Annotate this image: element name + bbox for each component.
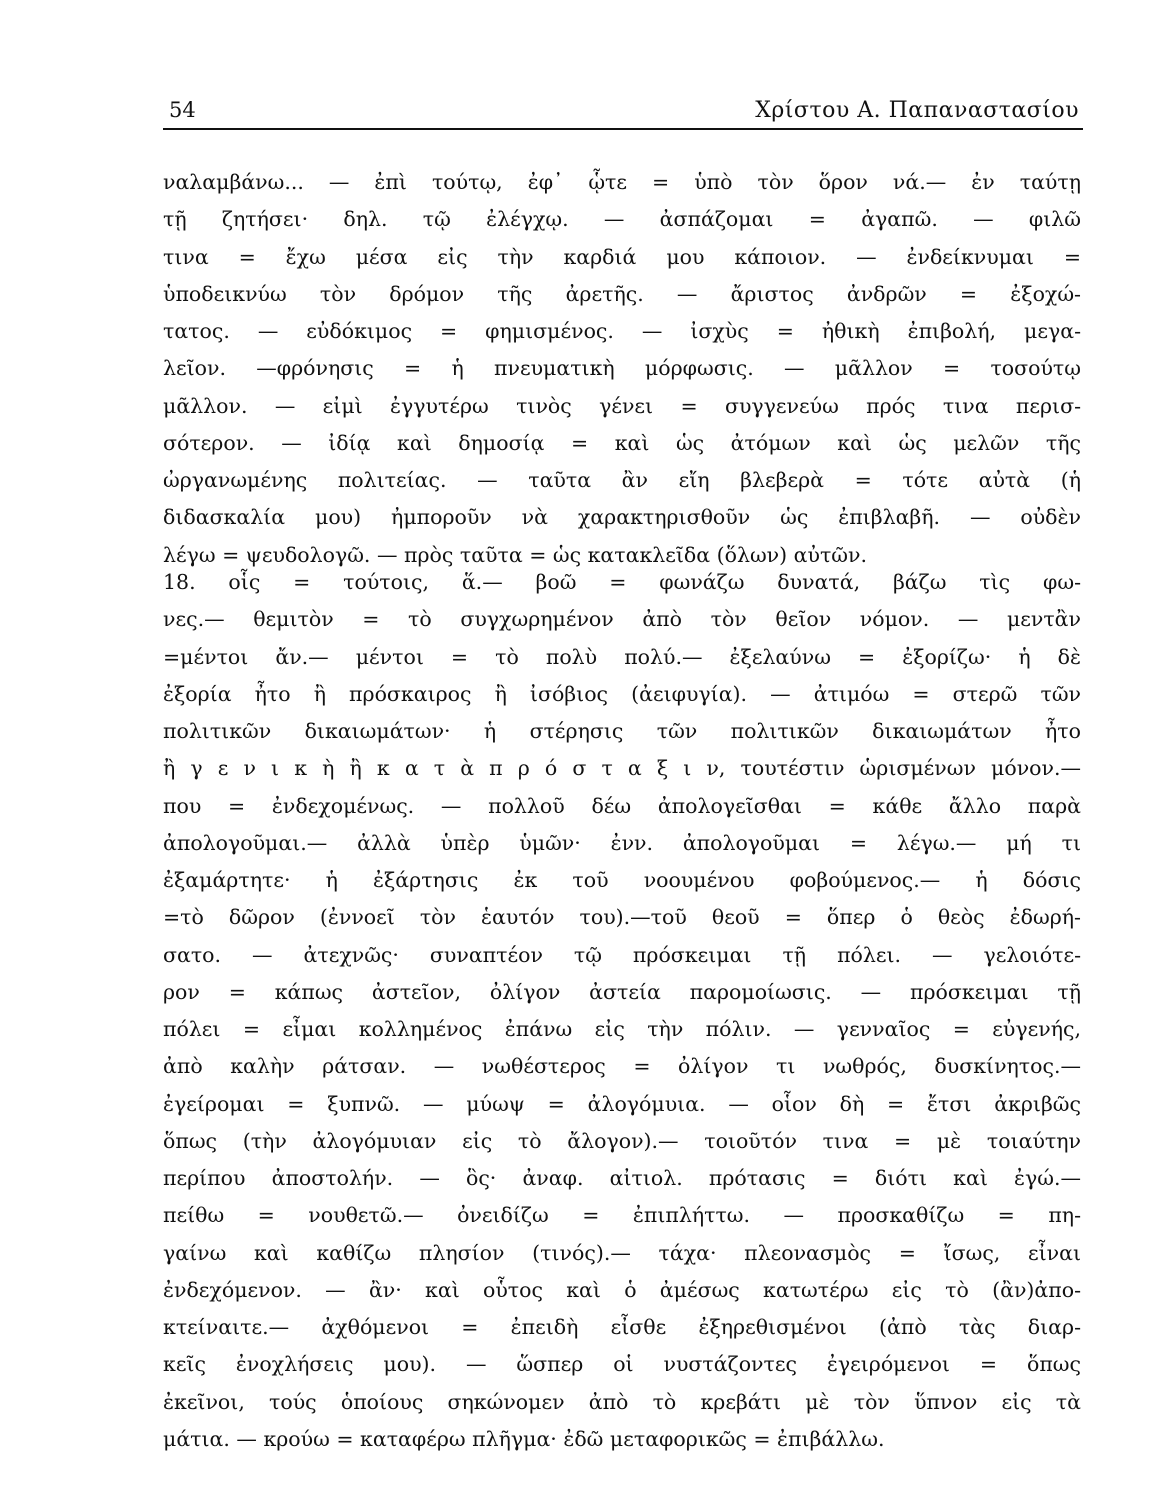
text-line: σατο. — ἀτεχνῶς· συναπτέον τῷ πρόσκειμαι τῇ πόλει. — γελοιότε- [163,942,1081,967]
text-line: τινα = ἔχω μέσα εἰς τὴν καρδιά μου κάποιον. — ἐνδείκνυμαι = [163,244,1081,269]
page-header [163,98,1081,132]
text-line: ἀπὸ καλὴν ράτσαν. — νωθέστερος = ὀλίγον τι νωθρός, δυσκίνητος.— [163,1054,1081,1079]
text-line: κεῖς ἐνοχλήσεις μου). — ὥσπερ οἱ νυστάζοντες ἐγειρόμενοι = ὅπως [163,1352,1081,1377]
text-line: πολιτικῶν δικαιωμάτων· ἡ στέρησις τῶν πολιτικῶν δικαιωμάτων ἦτο [163,719,1081,743]
text-line: ἐγείρομαι = ξυπνῶ. — μύωψ = ἀλογόμυια. — οἷον δὴ = ἔτσι ἀκριβῶς [163,1091,1081,1116]
text-line: περίπου ἀποστολήν. — ὃς· ἀναφ. αἰτιολ. πρότασις = διότι καὶ ἐγώ.— [163,1166,1081,1190]
page-number: 54 [169,98,196,122]
text-line: ἢ γ ε ν ι κ ὴ ἢ κ α τ ὰ π ρ ό σ τ α ξ ι ν, τουτέστιν ὡρισμένων μόνον.— [163,756,1081,781]
text-line: =μέντοι ἄν.— μέντοι = τὸ πολὺ πολύ.— ἐξελαύνω = ἐξορίζω· ἡ δὲ [163,644,1081,669]
text-line: μάτια. — κρούω = καταφέρω πλῆγμα· ἐδῶ μεταφορικῶς = ἐπιβάλλω. [163,1426,885,1451]
text-line: ἀπολογοῦμαι.— ἀλλὰ ὑπὲρ ὑμῶν· ἐνν. ἀπολογοῦμαι = λέγω.— μή τι [163,830,1081,855]
text-line: =τὸ δῶρον (ἐννοεῖ τὸν ἑαυτόν του).—τοῦ θεοῦ = ὅπερ ὁ θεὸς ἐδωρή- [163,905,1081,930]
text-line: κτείναιτε.— ἀχθόμενοι = ἐπειδὴ εἶσθε ἐξηρεθισμένοι (ἀπὸ τὰς διαρ- [163,1315,1081,1339]
text-line: τῇ ζητήσει· δηλ. τῷ ἐλέγχῳ. — ἀσπάζομαι = ἀγαπῶ. — φιλῶ [163,207,1081,232]
text-line: τατος. — εὐδόκιμος = φημισμένος. — ἰσχὺς = ἠθικὴ ἐπιβολή, μεγα- [163,319,1081,343]
text-line: 18. οἷς = τούτοις, ἅ.— βοῶ = φωνάζω δυνατά, βάζω τὶς φω- [163,570,1081,594]
text-line: σότερον. — ἰδίᾳ καὶ δημοσίᾳ = καὶ ὡς ἀτόμων καὶ ὡς μελῶν τῆς [163,430,1081,455]
text-line: πείθω = νουθετῶ.— ὀνειδίζω = ἐπιπλήττω. — προσκαθίζω = πη- [163,1203,1081,1228]
text-line: ναλαμβάνω... — ἐπὶ τούτῳ, ἐφ᾿ ᾧτε = ὑπὸ τὸν ὅρον νά.— ἐν ταύτῃ [163,170,1081,194]
running-head: Χρίστου Α. Παπαναστασίου [755,98,1079,123]
header-rule [163,128,1083,130]
text-line: ὅπως (τὴν ἀλογόμυιαν εἰς τὸ ἄλογον).— τοιοῦτόν τινα = μὲ τοιαύτην [163,1128,1081,1153]
text-line: που = ἐνδεχομένως. — πολλοῦ δέω ἀπολογεῖσθαι = κάθε ἄλλο παρὰ [163,793,1081,818]
text-line: ὠργανωμένης πολιτείας. — ταῦτα ἂν εἴη βλεβερὰ = τότε αὐτὰ (ἡ [163,468,1081,492]
text-line: ρον = κάπως ἀστεῖον, ὀλίγον ἀστεία παρομοίωσις. — πρόσκειμαι τῇ [163,979,1081,1004]
text-line: διδασκαλία μου) ἠμποροῦν νὰ χαρακτηρισθοῦν ὡς ἐπιβλαβῆ. — οὐδὲν [163,505,1081,530]
text-line: ἐξαμάρτητε· ἡ ἐξάρτησις ἐκ τοῦ νοουμένου φοβούμενος.— ἡ δόσις [163,868,1081,892]
paragraph-glossary-2 [163,564,1081,1458]
text-line: λέγω = ψευδολογῶ. — πρὸς ταῦτα = ὡς κατακλεῖδα (ὅλων) αὐτῶν. [163,542,867,567]
text-line: ὑποδεικνύω τὸν δρόμον τῆς ἀρετῆς. — ἄριστος ἀνδρῶν = ἐξοχώ- [163,281,1081,306]
text-line: λεῖον. —φρόνησις = ἡ πνευματικὴ μόρφωσις. — μᾶλλον = τοσούτῳ [163,356,1081,381]
text-line: πόλει = εἶμαι κολλημένος ἐπάνω εἰς τὴν πόλιν. — γενναῖος = εὐγενής, [163,1017,1081,1041]
text-line: ἐξορία ἦτο ἢ πρόσκαιρος ἢ ἰσόβιος (ἀειφυγία). — ἀτιμόω = στερῶ τῶν [163,681,1081,706]
text-line: ἐκεῖνοι, τούς ὁποίους σηκώνομεν ἀπὸ τὸ κρεβάτι μὲ τὸν ὕπνον εἰς τὰ [163,1389,1081,1414]
paragraph-glossary-1 [163,164,1081,574]
text-line: νες.— θεμιτὸν = τὸ συγχωρημένον ἀπὸ τὸν θεῖον νόμον. — μεντἂν [163,607,1081,632]
text-line: γαίνω καὶ καθίζω πλησίον (τινός).— τάχα· πλεονασμὸς = ἴσως, εἶναι [163,1240,1081,1265]
text-line: ἐνδεχόμενον. — ἂν· καὶ οὗτος καὶ ὁ ἀμέσως κατωτέρω εἰς τὸ (ἂν)ἀπο- [163,1277,1081,1302]
text-line: μᾶλλον. — εἰμὶ ἐγγυτέρω τινὸς γένει = συγγενεύω πρός τινα περισ- [163,393,1081,418]
